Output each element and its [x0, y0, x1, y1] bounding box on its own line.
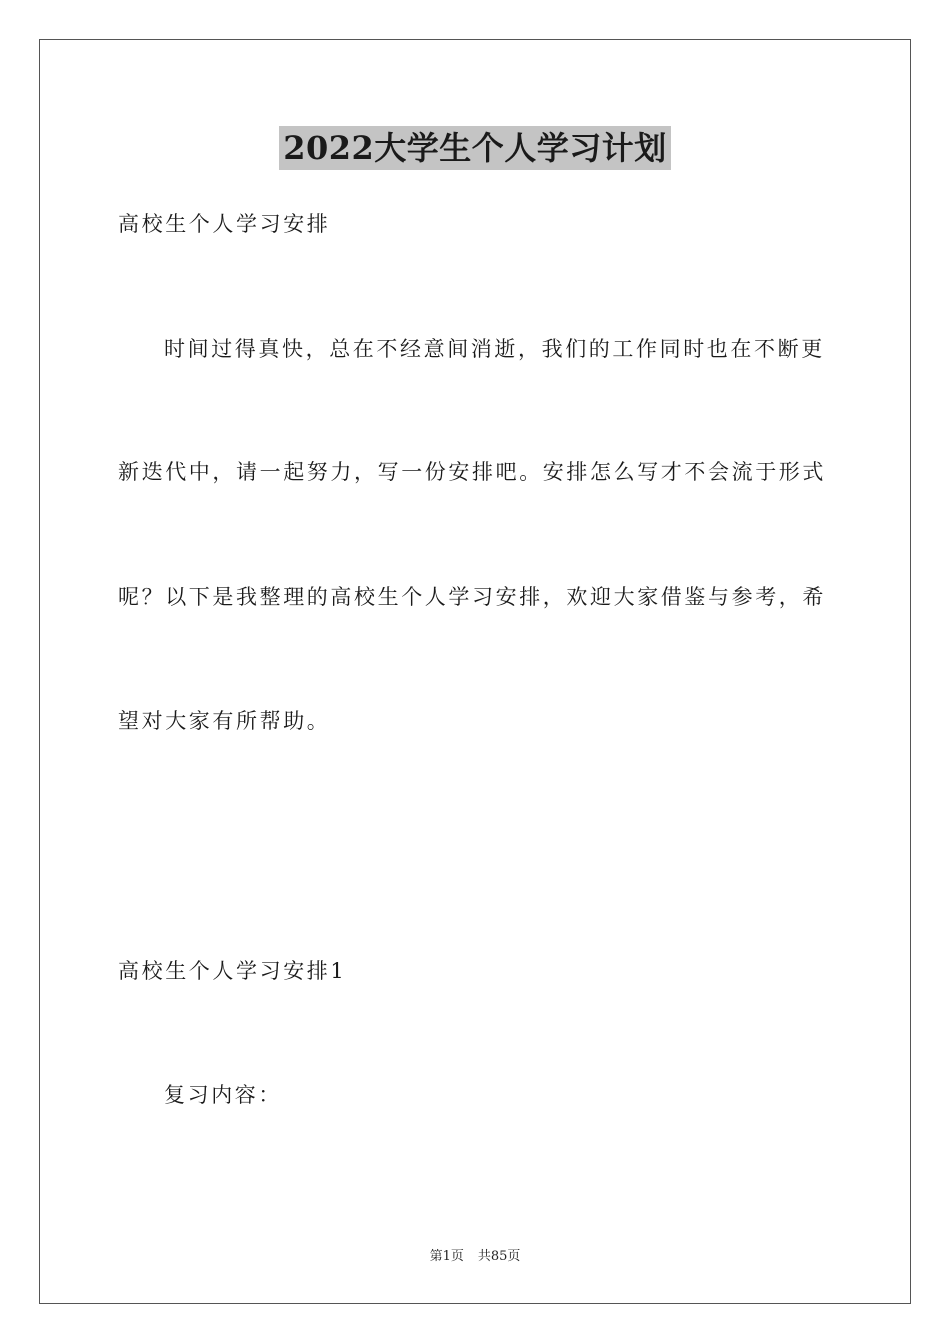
section-heading: 高校生个人学习安排1: [118, 959, 347, 983]
intro-line-1: 时间过得真快，总在不经意间消逝，我们的工作同时也在不断更: [164, 337, 825, 361]
document-title: 2022大学生个人学习计划: [279, 126, 671, 170]
section-label: 复习内容：: [164, 1083, 282, 1107]
intro-line-3: 呢？以下是我整理的高校生个人学习安排，欢迎大家借鉴与参考，希: [118, 585, 826, 609]
document-subtitle: 高校生个人学习安排: [118, 212, 331, 236]
page-number: 第1页: [429, 1249, 464, 1264]
intro-line-4: 望对大家有所帮助。: [118, 709, 331, 733]
page-footer: [0, 1248, 950, 1266]
title-container: [0, 126, 950, 170]
page-total: 共85页: [477, 1249, 521, 1264]
intro-line-2: 新迭代中，请一起努力，写一份安排吧。安排怎么写才不会流于形式: [118, 460, 826, 484]
